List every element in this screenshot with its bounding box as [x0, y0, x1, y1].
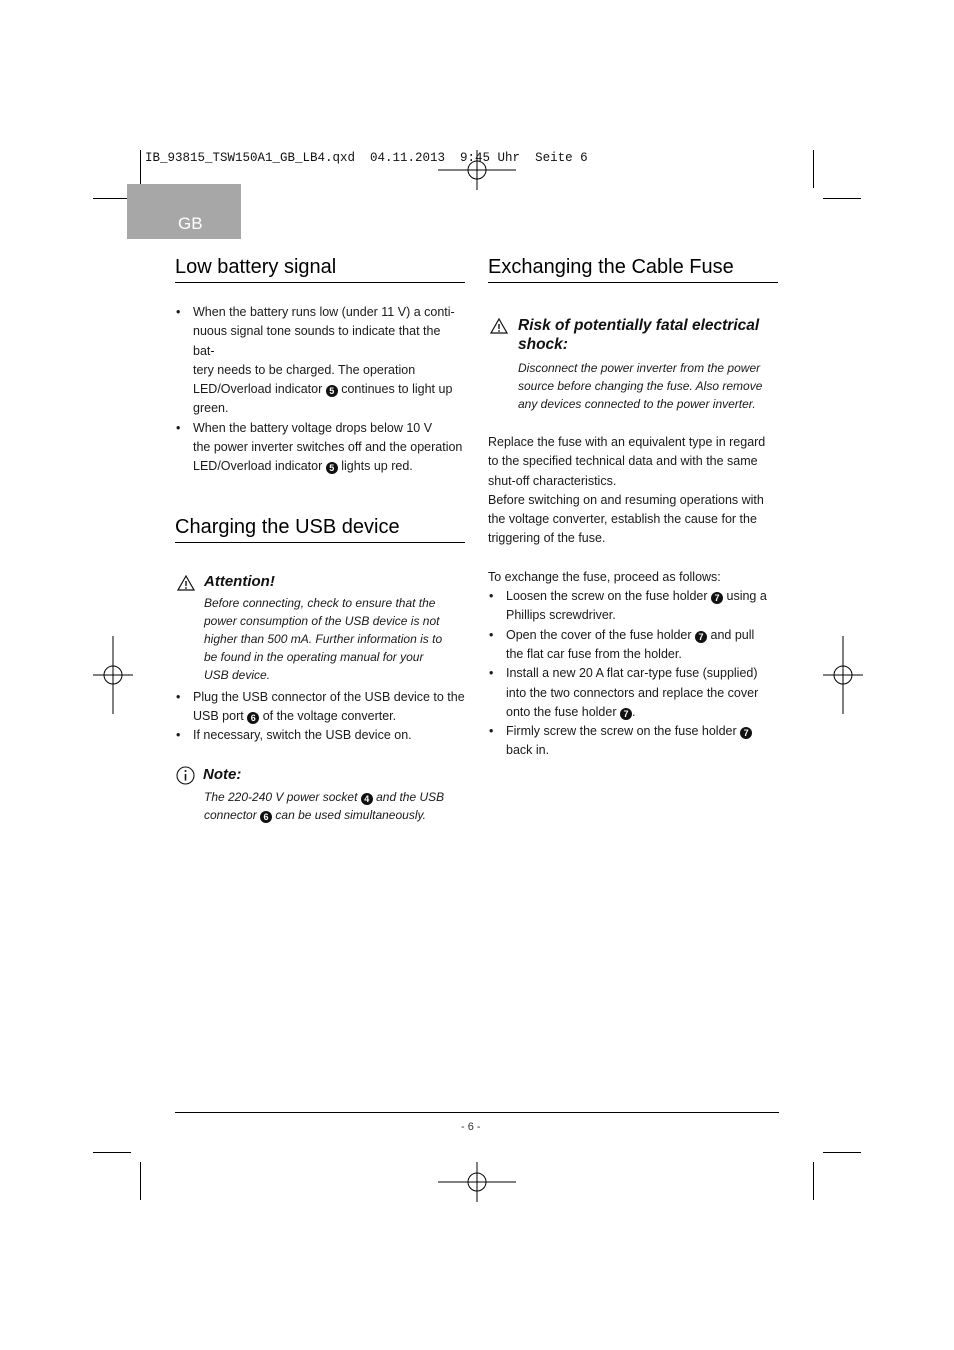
crop-mark	[140, 150, 141, 188]
language-tab	[127, 184, 241, 239]
crop-mark	[140, 1162, 141, 1200]
ref-number-6: 6	[260, 811, 272, 823]
right-column	[488, 255, 778, 761]
left-column	[175, 255, 465, 824]
ref-number-7: 7	[695, 631, 707, 643]
list-item: • Loosen the screw on the fuse holder 7 using a Phillips screwdriver.	[488, 587, 778, 626]
registration-mark-bottom	[438, 1162, 516, 1202]
list-item: • If necessary, switch the USB device on.	[175, 726, 465, 745]
note-block	[175, 766, 465, 824]
ref-number-6: 6	[247, 712, 259, 724]
fuse-intro: To exchange the fuse, proceed as follows:	[488, 569, 721, 584]
warning-block	[488, 316, 778, 413]
note-body: The 220-240 V power socket 4 and the USB connector 6 can be used simultaneously.	[204, 789, 445, 822]
ref-number-4: 4	[361, 793, 373, 805]
crop-mark	[813, 150, 814, 188]
list-item: • Firmly screw the screw on the fuse holder 7 back in.	[488, 722, 778, 761]
registration-mark-right	[823, 636, 863, 714]
attention-block	[175, 573, 465, 684]
attention-body: Before connecting, check to ensure that the power consumption of the USB device is not higher than 500 mA. Further information is to be found in the operating manual for your USB device.	[204, 595, 443, 682]
list-item: • Install a new 20 A flat car-type fuse (supplied) into the two connectors and replace the cover onto the fuse holder 7 .	[488, 664, 778, 722]
attention-title: Attention!	[204, 572, 275, 590]
fuse-paragraph: Replace the fuse with an equivalent type in regard to the specified technical data and with the same shut-off characteristics. Before switching on and resuming operations with the voltage converter, establish the cause for the triggering of the fuse.	[488, 435, 766, 546]
footer-rule	[175, 1112, 779, 1113]
ref-number-5: 5	[326, 385, 338, 397]
ref-number-5: 5	[326, 462, 338, 474]
fuse-steps-list	[488, 587, 778, 761]
crop-mark	[813, 1162, 814, 1200]
section-title-usb: Charging the USB device	[175, 515, 465, 543]
note-title: Note:	[203, 765, 242, 783]
crop-mark	[823, 1152, 861, 1153]
warning-title: Risk of potentially fatal electrical shock:	[518, 317, 760, 353]
page-number: - 6 -	[461, 1121, 481, 1133]
ref-number-7: 7	[620, 708, 632, 720]
low-battery-list	[175, 303, 465, 477]
crop-mark	[823, 198, 861, 199]
warning-body: Disconnect the power inverter from the power source before changing the fuse. Also remove any devices connected to the power inverter.	[518, 361, 763, 411]
list-item: • Open the cover of the fuse holder 7 and pull the flat car fuse from the holder.	[488, 626, 778, 665]
registration-mark-left	[93, 636, 133, 714]
crop-mark	[93, 198, 131, 199]
list-item: • When the battery runs low (under 11 V) a conti- nuous signal tone sounds to indicate that the bat- tery needs to be charged. The operation LED/Overload indicator 5 continues to light up green.	[175, 303, 465, 419]
language-tab-label: GB	[178, 214, 203, 233]
list-item: • Plug the USB connector of the USB device to the USB port 6 of the voltage converter.	[175, 688, 465, 727]
crop-mark	[93, 1152, 131, 1153]
list-item: • When the battery voltage drops below 10 V the power inverter switches off and the operation LED/Overload indicator 5 lights up red.	[175, 419, 465, 477]
ref-number-7: 7	[740, 727, 752, 739]
section-title-cable-fuse: Exchanging the Cable Fuse	[488, 255, 778, 283]
file-slug: IB_93815_TSW150A1_GB_LB4.qxd 04.11.2013 9:45 Uhr Seite 6	[145, 151, 588, 165]
section-title-low-battery: Low battery signal	[175, 255, 465, 283]
ref-number-7: 7	[711, 592, 723, 604]
usb-steps-list	[175, 688, 465, 746]
